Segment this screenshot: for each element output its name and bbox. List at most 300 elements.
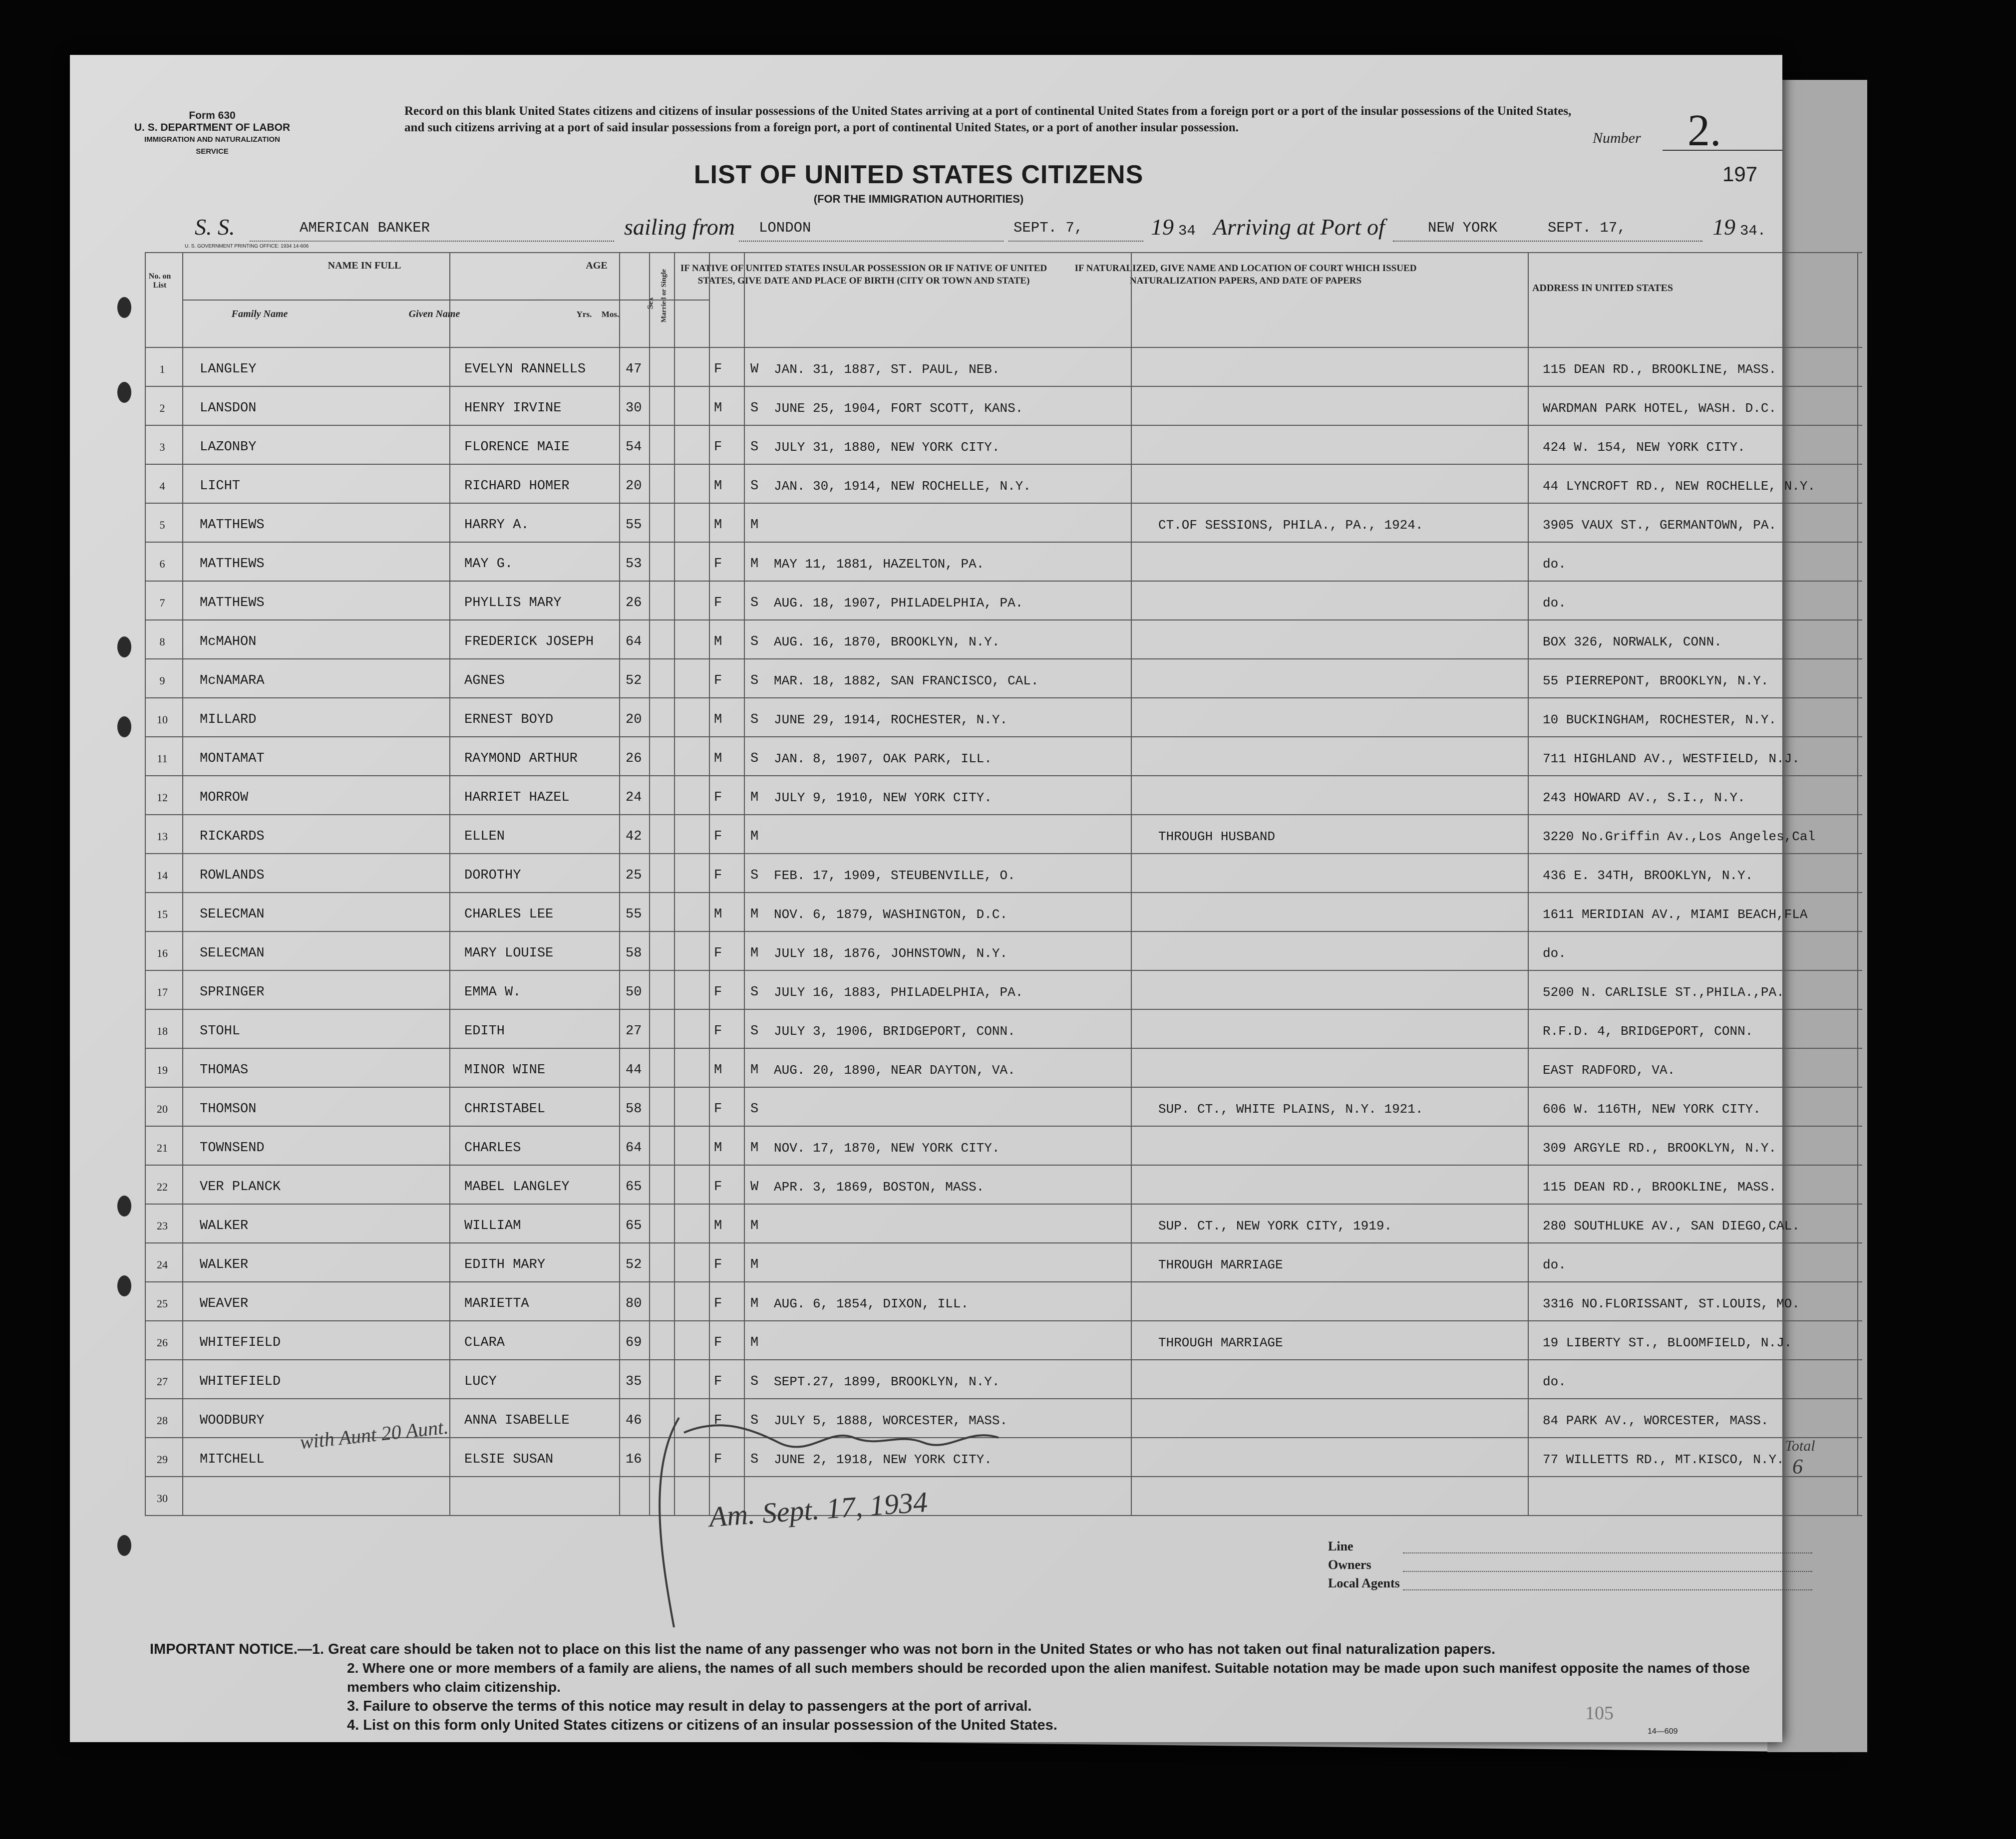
printer-note: U. S. GOVERNMENT PRINTING OFFICE: 1934 14-606 (185, 244, 309, 249)
address-cell: 84 PARK AV., WORCESTER, MASS. (1543, 1413, 1769, 1428)
row-number: 9 (159, 674, 165, 687)
given-name-cell: HENRY IRVINE (464, 401, 562, 416)
given-name-cell: FREDERICK JOSEPH (464, 634, 594, 649)
marital-cell: W (750, 1180, 759, 1195)
sex-cell: M (714, 1063, 722, 1078)
row-number: 27 (157, 1375, 168, 1388)
header-age: AGE (586, 260, 608, 271)
address-cell: 77 WILLETTS RD., MT.KISCO, N.Y. (1543, 1452, 1784, 1467)
row-number: 8 (159, 635, 165, 648)
marital-cell: S (750, 751, 759, 766)
header-sex: Sex (646, 297, 655, 309)
sex-cell: F (714, 673, 722, 688)
age-cell: 69 (626, 1335, 642, 1350)
marital-cell: M (750, 790, 759, 805)
age-cell: 20 (626, 479, 642, 494)
age-cell: 26 (626, 596, 642, 611)
punch-hole (117, 716, 131, 737)
birth-cell: JULY 3, 1906, BRIDGEPORT, CONN. (774, 1024, 1015, 1039)
table-row-rule (145, 1165, 1862, 1166)
address-cell: 3220 No.Griffin Av.,Los Angeles,Cal (1543, 829, 1816, 844)
handwritten-signature-date: Am. Sept. 17, 1934 (708, 1485, 929, 1533)
sex-cell: M (714, 634, 722, 649)
form-code: 14—609 (1648, 1727, 1678, 1736)
marital-cell: S (750, 440, 759, 455)
marital-cell: M (750, 1296, 759, 1311)
row-number: 13 (157, 830, 168, 843)
table-column-rule (649, 252, 650, 1515)
sex-cell: F (714, 946, 722, 961)
birth-cell: APR. 3, 1869, BOSTON, MASS. (774, 1180, 985, 1195)
given-name-cell: ELSIE SUSAN (464, 1452, 554, 1467)
age-cell: 24 (626, 790, 642, 805)
family-name-cell: MORROW (200, 790, 249, 805)
row-number: 11 (157, 752, 168, 765)
header-subrule (182, 300, 709, 301)
age-cell: 65 (626, 1180, 642, 1195)
form-heading (130, 110, 295, 158)
row-number: 3 (159, 441, 165, 453)
department-name: U. S. DEPARTMENT OF LABOR (134, 122, 291, 133)
family-name-cell: WHITEFIELD (200, 1335, 281, 1350)
address-cell: 309 ARGYLE RD., BROOKLYN, N.Y. (1543, 1141, 1777, 1156)
table-row-rule (145, 853, 1862, 854)
table-row-rule (145, 503, 1862, 504)
given-name-cell: MINOR WINE (464, 1063, 546, 1078)
age-cell: 27 (626, 1024, 642, 1039)
marital-cell: S (750, 479, 759, 494)
birth-cell: NOV. 17, 1870, NEW YORK CITY. (774, 1141, 1000, 1156)
family-name-cell: MITCHELL (200, 1452, 265, 1467)
table-row-rule (145, 1281, 1862, 1282)
table-column-rule (1857, 252, 1858, 1515)
header-given-name: Given Name (408, 308, 460, 319)
family-name-cell: WHITEFIELD (200, 1374, 281, 1389)
sex-cell: F (714, 790, 722, 805)
naturalization-cell: THROUGH MARRIAGE (1158, 1257, 1283, 1272)
family-name-cell: WOODBURY (200, 1413, 265, 1428)
marital-cell: M (750, 907, 759, 922)
page-title: LIST OF UNITED STATES CITIZENS (693, 160, 1144, 189)
family-name-cell: WALKER (200, 1257, 249, 1272)
arrival-year: 34. (1740, 223, 1766, 239)
naturalization-cell: SUP. CT., WHITE PLAINS, N.Y. 1921. (1158, 1102, 1423, 1117)
marital-cell: S (750, 712, 759, 727)
row-number: 7 (159, 597, 165, 609)
family-name-cell: MILLARD (200, 712, 257, 727)
table-column-rule (744, 252, 745, 1515)
naturalization-cell: CT.OF SESSIONS, PHILA., PA., 1924. (1158, 518, 1423, 533)
given-name-cell: HARRY A. (464, 518, 529, 533)
family-name-cell: LANSDON (200, 401, 257, 416)
header-yrs: Yrs. (576, 309, 592, 319)
table-row-rule (145, 581, 1862, 582)
given-name-cell: PHYLLIS MARY (464, 596, 562, 611)
notice-2: 2. Where one or more members of a family are aliens, the names of all such members should be recorded upon the alien manifest. Suitable notation may be made upon such manifest opposite the names of those members who claim citizenship. (347, 1660, 1750, 1695)
owners-field (1403, 1571, 1812, 1572)
sex-cell: F (714, 1374, 722, 1389)
table-row-rule (145, 347, 1862, 348)
row-number: 12 (157, 791, 168, 804)
age-cell: 35 (626, 1374, 642, 1389)
table-row-rule (145, 1009, 1862, 1010)
given-name-cell: CLARA (464, 1335, 505, 1350)
age-cell: 47 (626, 362, 642, 377)
age-cell: 44 (626, 1063, 642, 1078)
sex-cell: F (714, 557, 722, 572)
family-name-cell: VER PLANCK (200, 1180, 281, 1195)
family-name-cell: TOWNSEND (200, 1141, 265, 1156)
punch-hole (117, 382, 131, 403)
given-name-cell: WILLIAM (464, 1219, 521, 1233)
header-married-single: Married or Single (660, 269, 668, 323)
family-name-cell: MATTHEWS (200, 518, 265, 533)
birth-cell: SEPT.27, 1899, BROOKLYN, N.Y. (774, 1374, 1000, 1389)
address-cell: 3905 VAUX ST., GERMANTOWN, PA. (1543, 518, 1777, 533)
given-name-cell: EMMA W. (464, 985, 521, 1000)
family-name-cell: MATTHEWS (200, 557, 265, 572)
sex-cell: F (714, 596, 722, 611)
row-number: 16 (157, 947, 168, 959)
marital-cell: M (750, 946, 759, 961)
address-cell: 115 DEAN RD., BROOKLINE, MASS. (1543, 1180, 1777, 1195)
row-number: 28 (157, 1414, 168, 1427)
family-name-cell: MONTAMAT (200, 751, 265, 766)
marital-cell: S (750, 596, 759, 611)
sex-cell: F (714, 868, 722, 883)
marital-cell: S (750, 1413, 759, 1428)
table-row-rule (145, 425, 1862, 426)
age-cell: 55 (626, 518, 642, 533)
age-cell: 30 (626, 401, 642, 416)
sex-cell: F (714, 829, 722, 844)
marital-cell: M (750, 1219, 759, 1233)
local-agents-label: Local Agents (1328, 1576, 1400, 1590)
table-row-rule (145, 1242, 1862, 1243)
naturalization-cell: SUP. CT., NEW YORK CITY, 1919. (1158, 1219, 1392, 1233)
marital-cell: S (750, 868, 759, 883)
address-cell: WARDMAN PARK HOTEL, WASH. D.C. (1543, 401, 1777, 416)
row-number: 24 (157, 1258, 168, 1271)
age-cell: 54 (626, 440, 642, 455)
margin-total-label: Total (1785, 1438, 1815, 1454)
given-name-cell: FLORENCE MAIE (464, 440, 570, 455)
table-column-rule (674, 252, 675, 1515)
sex-cell: F (714, 1102, 722, 1117)
table-row-rule (145, 1320, 1862, 1321)
age-cell: 80 (626, 1296, 642, 1311)
address-cell: 55 PIERREPONT, BROOKLYN, N.Y. (1543, 673, 1769, 688)
birth-cell: JAN. 31, 1887, ST. PAUL, NEB. (774, 362, 1000, 377)
given-name-cell: EVELYN RANNELLS (464, 362, 586, 377)
given-name-cell: MARY LOUISE (464, 946, 554, 961)
row-number: 30 (157, 1492, 168, 1505)
stamp-number: 105 (1585, 1703, 1614, 1724)
arriving-label: Arriving at Port of (1213, 214, 1385, 240)
age-cell: 52 (626, 673, 642, 688)
table-row-rule (145, 1204, 1862, 1205)
table-row-rule (145, 1087, 1862, 1088)
address-cell: do. (1543, 1374, 1566, 1389)
important-notice (150, 1640, 1797, 1735)
family-name-cell: THOMAS (200, 1063, 249, 1078)
address-cell: 606 W. 116TH, NEW YORK CITY. (1543, 1102, 1761, 1117)
address-cell: BOX 326, NORWALK, CONN. (1543, 634, 1722, 649)
marital-cell: M (750, 829, 759, 844)
address-cell: 436 E. 34TH, BROOKLYN, N.Y. (1543, 868, 1753, 883)
age-cell: 42 (626, 829, 642, 844)
table-top-rule (145, 252, 1862, 253)
birth-cell: JULY 16, 1883, PHILADELPHIA, PA. (774, 985, 1023, 1000)
birth-cell: JULY 31, 1880, NEW YORK CITY. (774, 440, 1000, 455)
given-name-cell: MAY G. (464, 557, 513, 572)
marital-cell: S (750, 1374, 759, 1389)
row-number: 17 (157, 986, 168, 998)
table-column-rule (619, 252, 620, 1515)
birth-cell: JULY 5, 1888, WORCESTER, MASS. (774, 1413, 1008, 1428)
address-cell: do. (1543, 1257, 1566, 1272)
ship-name: AMERICAN BANKER (300, 220, 430, 236)
marital-cell: S (750, 673, 759, 688)
table-row-rule (145, 464, 1862, 465)
marital-cell: S (750, 634, 759, 649)
given-name-cell: DOROTHY (464, 868, 521, 883)
marital-cell: M (750, 1141, 759, 1156)
address-cell: 711 HIGHLAND AV., WESTFIELD, N.J. (1543, 751, 1800, 766)
given-name-cell: ANNA ISABELLE (464, 1413, 570, 1428)
table-row-rule (145, 658, 1862, 659)
birth-cell: AUG. 16, 1870, BROOKLYN, N.Y. (774, 634, 1000, 649)
handwritten-signature (619, 1398, 1168, 1637)
birth-cell: FEB. 17, 1909, STEUBENVILLE, O. (774, 868, 1015, 883)
line-field (1403, 1552, 1812, 1553)
family-name-cell: ROWLANDS (200, 868, 265, 883)
table-row-rule (145, 386, 1862, 387)
row-number: 5 (159, 519, 165, 531)
row-number: 19 (157, 1064, 168, 1076)
sex-cell: M (714, 479, 722, 494)
sex-cell: F (714, 1257, 722, 1272)
given-name-cell: ERNEST BOYD (464, 712, 554, 727)
address-cell: do. (1543, 946, 1566, 961)
table-column-rule (182, 252, 183, 1515)
address-cell: 243 HOWARD AV., S.I., N.Y. (1543, 790, 1745, 805)
sex-cell: M (714, 1141, 722, 1156)
sex-cell: M (714, 518, 722, 533)
given-name-cell: EDITH MARY (464, 1257, 546, 1272)
form-number: Form 630 (189, 110, 236, 121)
given-name-cell: MARIETTA (464, 1296, 529, 1311)
row-number: 15 (157, 908, 168, 920)
record-instructions: Record on this blank United States citizens and citizens of insular possessions of the United States arriving at a port of continental United States from a foreign port or a port of the insular possessions of the United States, and such citizens arriving at a port of said insular possessions from a foreign port, a port of continental United States, or a port of another insular possession. (404, 104, 1572, 134)
marital-cell: M (750, 557, 759, 572)
table-row-rule (145, 736, 1862, 737)
table-row-rule (145, 1359, 1862, 1360)
header-name-in-full: NAME IN FULL (328, 260, 401, 271)
address-cell: EAST RADFORD, VA. (1543, 1063, 1676, 1078)
given-name-cell: CHRISTABEL (464, 1102, 546, 1117)
table-column-rule (449, 252, 450, 1515)
number-label: Number (1593, 130, 1641, 146)
age-cell: 50 (626, 985, 642, 1000)
marital-cell: M (750, 1257, 759, 1272)
marital-cell: S (750, 1102, 759, 1117)
marital-cell: S (750, 401, 759, 416)
page-subtitle: (FOR THE IMMIGRATION AUTHORITIES) (813, 193, 1024, 205)
header-naturalized: IF NATURALIZED, GIVE NAME AND LOCATION OF COURT WHICH ISSUED NATURALIZATION PAPERS, AND DATE OF PAPERS (1074, 263, 1417, 286)
family-name-cell: LICHT (200, 479, 241, 494)
table-row-rule (145, 542, 1862, 543)
marital-cell: S (750, 1452, 759, 1467)
header-family-name: Family Name (231, 308, 288, 319)
family-name-cell: McNAMARA (200, 673, 265, 688)
given-name-cell: ELLEN (464, 829, 505, 844)
birth-cell: AUG. 6, 1854, DIXON, ILL. (774, 1296, 969, 1311)
table-row-rule (145, 931, 1862, 932)
table-row-rule (145, 892, 1862, 893)
table-column-rule (1131, 252, 1132, 1515)
age-cell: 46 (626, 1413, 642, 1428)
birth-cell: MAY 11, 1881, HAZELTON, PA. (774, 557, 985, 572)
marital-cell: S (750, 1024, 759, 1039)
table-row-rule (145, 775, 1862, 776)
address-cell: 3316 NO.FLORISSANT, ST.LOUIS, MO. (1543, 1296, 1800, 1311)
punch-hole (117, 636, 131, 657)
given-name-cell: CHARLES (464, 1141, 521, 1156)
row-number: 18 (157, 1025, 168, 1037)
row-number: 2 (159, 402, 165, 414)
owners-label: Owners (1328, 1557, 1371, 1572)
given-name-cell: HARRIET HAZEL (464, 790, 570, 805)
table-column-rule (709, 252, 710, 1515)
address-cell: 115 DEAN RD., BROOKLINE, MASS. (1543, 362, 1777, 377)
row-number: 6 (159, 558, 165, 570)
table-column-rule (1528, 252, 1529, 1515)
birth-cell: JUNE 29, 1914, ROCHESTER, N.Y. (774, 712, 1008, 727)
age-cell: 58 (626, 946, 642, 961)
birth-cell: AUG. 18, 1907, PHILADELPHIA, PA. (774, 596, 1023, 611)
family-name-cell: SELECMAN (200, 946, 265, 961)
naturalization-cell: THROUGH HUSBAND (1158, 829, 1276, 844)
address-cell: 19 LIBERTY ST., BLOOMFIELD, N.J. (1543, 1335, 1792, 1350)
sex-cell: F (714, 362, 722, 377)
marital-cell: M (750, 1335, 759, 1350)
sex-cell: F (714, 440, 722, 455)
sex-cell: M (714, 907, 722, 922)
given-name-cell: RAYMOND ARTHUR (464, 751, 578, 766)
row-number: 29 (157, 1453, 168, 1466)
local-agents-field (1403, 1589, 1812, 1590)
given-name-cell: RICHARD HOMER (464, 479, 570, 494)
header-mos: Mos. (601, 309, 620, 319)
family-name-cell: WALKER (200, 1219, 249, 1233)
service-name: IMMIGRATION AND NATURALIZATION SERVICE (144, 135, 280, 156)
address-cell: 424 W. 154, NEW YORK CITY. (1543, 440, 1745, 455)
family-name-cell: WEAVER (200, 1296, 249, 1311)
family-name-cell: RICKARDS (200, 829, 265, 844)
punch-hole (117, 1275, 131, 1296)
birth-cell: JAN. 30, 1914, NEW ROCHELLE, N.Y. (774, 479, 1031, 494)
sailing-year-prefix: 19 (1151, 214, 1174, 240)
arrival-date: SEPT. 17, (1548, 220, 1626, 236)
age-cell: 25 (626, 868, 642, 883)
manifest-page (70, 55, 1816, 1742)
address-cell: 1611 MERIDIAN AV., MIAMI BEACH,FLA (1543, 907, 1808, 922)
birth-cell: JAN. 8, 1907, OAK PARK, ILL. (774, 751, 992, 766)
header-birth: IF NATIVE OF UNITED STATES INSULAR POSSESSION OR IF NATIVE OF UNITED STATES, GIVE DATE AND PLACE OF BIRTH (CITY OR TOWN AND STATE) (680, 263, 1047, 286)
given-name-cell: CHARLES LEE (464, 907, 554, 922)
age-cell: 52 (626, 1257, 642, 1272)
sex-cell: M (714, 1219, 722, 1233)
address-cell: do. (1543, 557, 1566, 572)
birth-cell: JUNE 25, 1904, FORT SCOTT, KANS. (774, 401, 1023, 416)
notice-3: 3. Failure to observe the terms of this notice may result in delay to passengers at the port of arrival. (347, 1698, 1032, 1714)
table-row-rule (145, 619, 1862, 620)
row-number: 20 (157, 1103, 168, 1115)
address-cell: 10 BUCKINGHAM, ROCHESTER, N.Y. (1543, 712, 1777, 727)
row-number: 21 (157, 1142, 168, 1154)
family-name-cell: SPRINGER (200, 985, 265, 1000)
marital-cell: M (750, 1063, 759, 1078)
sex-cell: M (714, 401, 722, 416)
birth-cell: AUG. 20, 1890, NEAR DAYTON, VA. (774, 1063, 1015, 1078)
age-cell: 55 (626, 907, 642, 922)
ss-label: S. S. (195, 214, 235, 240)
page-number: 197 (1722, 162, 1758, 186)
address-cell: 280 SOUTHLUKE AV., SAN DIEGO,CAL. (1543, 1219, 1800, 1233)
marital-cell: M (750, 518, 759, 533)
family-name-cell: SELECMAN (200, 907, 265, 922)
row-number: 23 (157, 1220, 168, 1232)
given-name-cell: LUCY (464, 1374, 497, 1389)
address-cell: do. (1543, 596, 1566, 611)
list-number: 2. (1687, 106, 1721, 155)
marital-cell: W (750, 362, 759, 377)
sailing-port: LONDON (759, 220, 811, 236)
table-row-rule (145, 1126, 1862, 1127)
table-row-rule (145, 697, 1862, 698)
sex-cell: M (714, 751, 722, 766)
age-cell: 20 (626, 712, 642, 727)
birth-cell: JULY 18, 1876, JOHNSTOWN, N.Y. (774, 946, 1008, 961)
family-name-cell: McMAHON (200, 634, 257, 649)
address-cell: 44 LYNCROFT RD., NEW ROCHELLE, N.Y. (1543, 479, 1816, 494)
birth-cell: NOV. 6, 1879, WASHINGTON, D.C. (774, 907, 1008, 922)
given-name-cell: AGNES (464, 673, 505, 688)
handwritten-note-row28: with Aunt 20 Aunt. (299, 1415, 450, 1454)
given-name-cell: MABEL LANGLEY (464, 1180, 570, 1195)
arrival-year-prefix: 19 (1712, 214, 1735, 240)
birth-cell: JULY 9, 1910, NEW YORK CITY. (774, 790, 992, 805)
sex-cell: F (714, 1296, 722, 1311)
sailing-date: SEPT. 7, (1013, 220, 1083, 236)
punch-hole (117, 1535, 131, 1556)
sex-cell: F (714, 985, 722, 1000)
marital-cell: S (750, 985, 759, 1000)
family-name-cell: THOMSON (200, 1102, 257, 1117)
age-cell: 65 (626, 1219, 642, 1233)
age-cell: 58 (626, 1102, 642, 1117)
address-cell: 5200 N. CARLISLE ST.,PHILA.,PA. (1543, 985, 1784, 1000)
age-cell: 16 (626, 1452, 642, 1467)
age-cell: 26 (626, 751, 642, 766)
age-cell: 64 (626, 634, 642, 649)
table-row-rule (145, 1048, 1862, 1049)
sex-cell: F (714, 1180, 722, 1195)
notice-title: IMPORTANT NOTICE.— (150, 1641, 312, 1657)
notice-4: 4. List on this form only United States citizens or citizens of an insular possession of the United States. (347, 1717, 1057, 1733)
row-number: 14 (157, 869, 168, 882)
